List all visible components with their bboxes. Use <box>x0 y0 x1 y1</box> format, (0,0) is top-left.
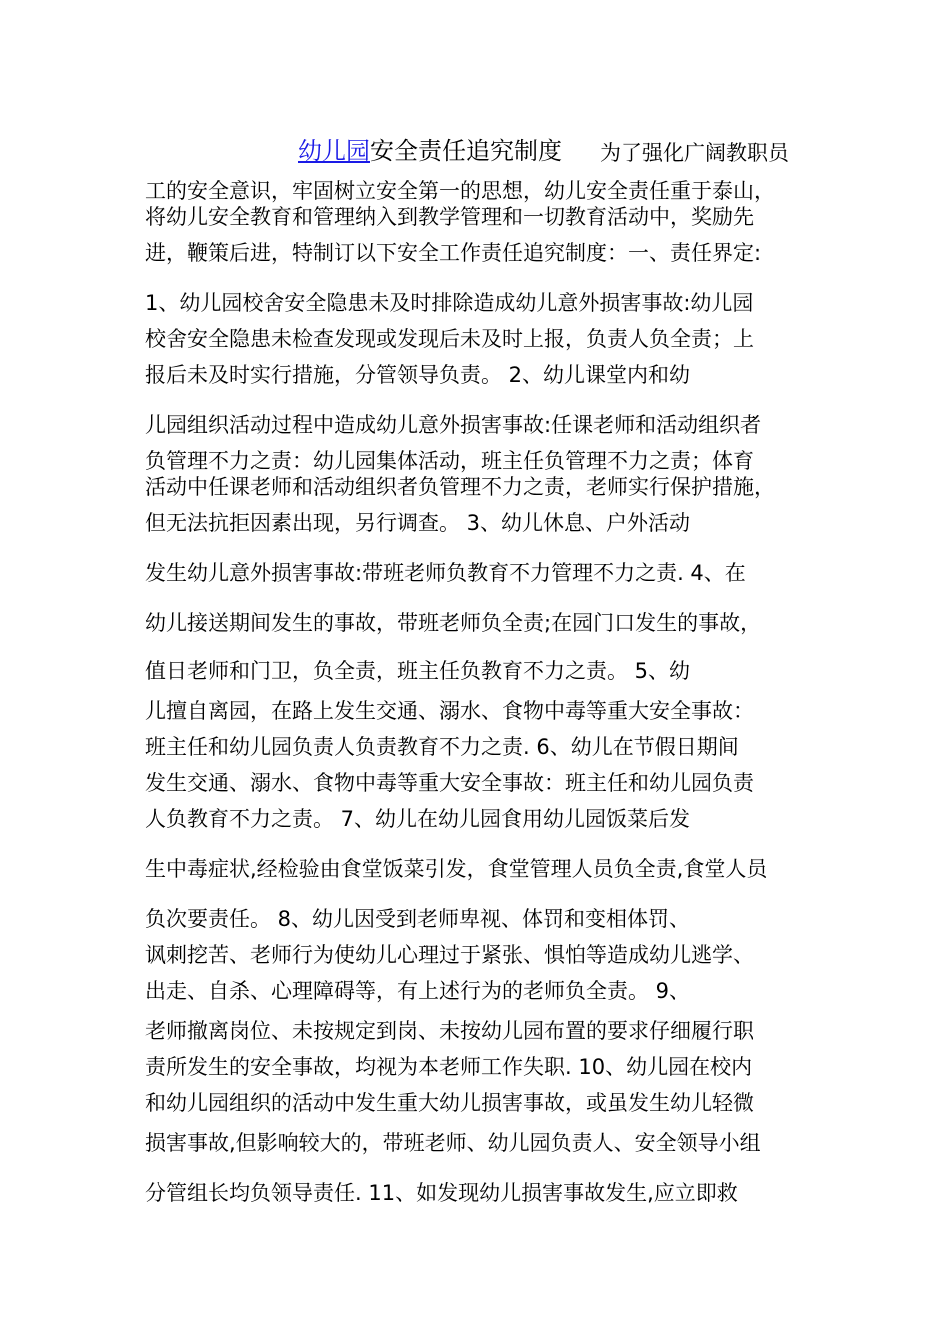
paragraph-line: 班主任和幼儿园负责人负责教育不力之责. 6、幼儿在节假日期间 <box>145 735 739 759</box>
paragraph-line: 讽刺挖苦、老师行为使幼儿心理过于紧张、惧怕等造成幼儿逃学、 <box>145 943 754 967</box>
paragraph-line: 老师撤离岗位、未按规定到岗、未按幼儿园布置的要求仔细履行职 <box>145 1019 754 1043</box>
paragraph-line: 1、幼儿园校舍安全隐患未及时排除造成幼儿意外损害事故:幼儿园 <box>145 291 754 315</box>
paragraph-line: 人负教育不力之责。 7、幼儿在幼儿园食用幼儿园饭菜后发 <box>145 807 691 831</box>
title-line <box>298 138 562 165</box>
paragraph-line: 负次要责任。 8、幼儿因受到老师卑视、体罚和变相体罚、 <box>145 907 691 931</box>
paragraph-line: 损害事故,但影响较大的，带班老师、幼儿园负责人、安全领导小组 <box>145 1131 761 1155</box>
paragraph-line: 发生幼儿意外损害事故:带班老师负教育不力管理不力之责. 4、在 <box>145 561 746 585</box>
paragraph-line: 责所发生的安全事故，均视为本老师工作失职. 10、幼儿园在校内 <box>145 1055 753 1079</box>
paragraph-line: 发生交通、溺水、食物中毒等重大安全事故：班主任和幼儿园负责 <box>145 771 754 795</box>
document-title: 安全责任追究制度 <box>370 137 562 165</box>
paragraph-line: 儿园组织活动过程中造成幼儿意外损害事故:任课老师和活动组织者 <box>145 413 762 437</box>
paragraph-line: 报后未及时实行措施，分管领导负责。 2、幼儿课堂内和幼 <box>145 363 691 387</box>
paragraph-line: 为了强化广阔教职员 <box>600 141 789 165</box>
paragraph-line: 幼儿接送期间发生的事故，带班老师负全责;在园门口发生的事故， <box>145 611 762 635</box>
paragraph-line: 值日老师和门卫，负全责，班主任负教育不力之责。 5、幼 <box>145 659 691 683</box>
paragraph-line: 活动中任课老师和活动组织者负管理不力之责，老师实行保护措施， <box>145 475 775 499</box>
paragraph-line: 进，鞭策后进，特制订以下安全工作责任追究制度：一、责任界定: <box>145 241 762 265</box>
paragraph-line: 分管组长均负领导责任. 11、如发现幼儿损害事故发生,应立即救 <box>145 1181 738 1205</box>
paragraph-line: 生中毒症状,经检验由食堂饭菜引发，食堂管理人员负全责,食堂人员 <box>145 857 768 881</box>
paragraph-line: 出走、自杀、心理障碍等，有上述行为的老师负全责。 9、 <box>145 979 691 1003</box>
paragraph-line: 和幼儿园组织的活动中发生重大幼儿损害事故，或虽发生幼儿轻微 <box>145 1091 754 1115</box>
paragraph-line: 将幼儿安全教育和管理纳入到教学管理和一切教育活动中，奖励先 <box>145 205 754 229</box>
paragraph-line: 负管理不力之责：幼儿园集体活动，班主任负管理不力之责；体育 <box>145 449 754 473</box>
title-link[interactable]: 幼儿园 <box>298 137 370 165</box>
paragraph-line: 工的安全意识，牢固树立安全第一的思想，幼儿安全责任重于泰山， <box>145 179 775 203</box>
paragraph-line: 但无法抗拒因素出现，另行调查。 3、幼儿休息、户外活动 <box>145 511 691 535</box>
paragraph-line: 儿擅自离园，在路上发生交通、溺水、食物中毒等重大安全事故： <box>145 699 754 723</box>
paragraph-line: 校舍安全隐患未检查发现或发现后未及时上报，负责人负全责；上 <box>145 327 754 351</box>
